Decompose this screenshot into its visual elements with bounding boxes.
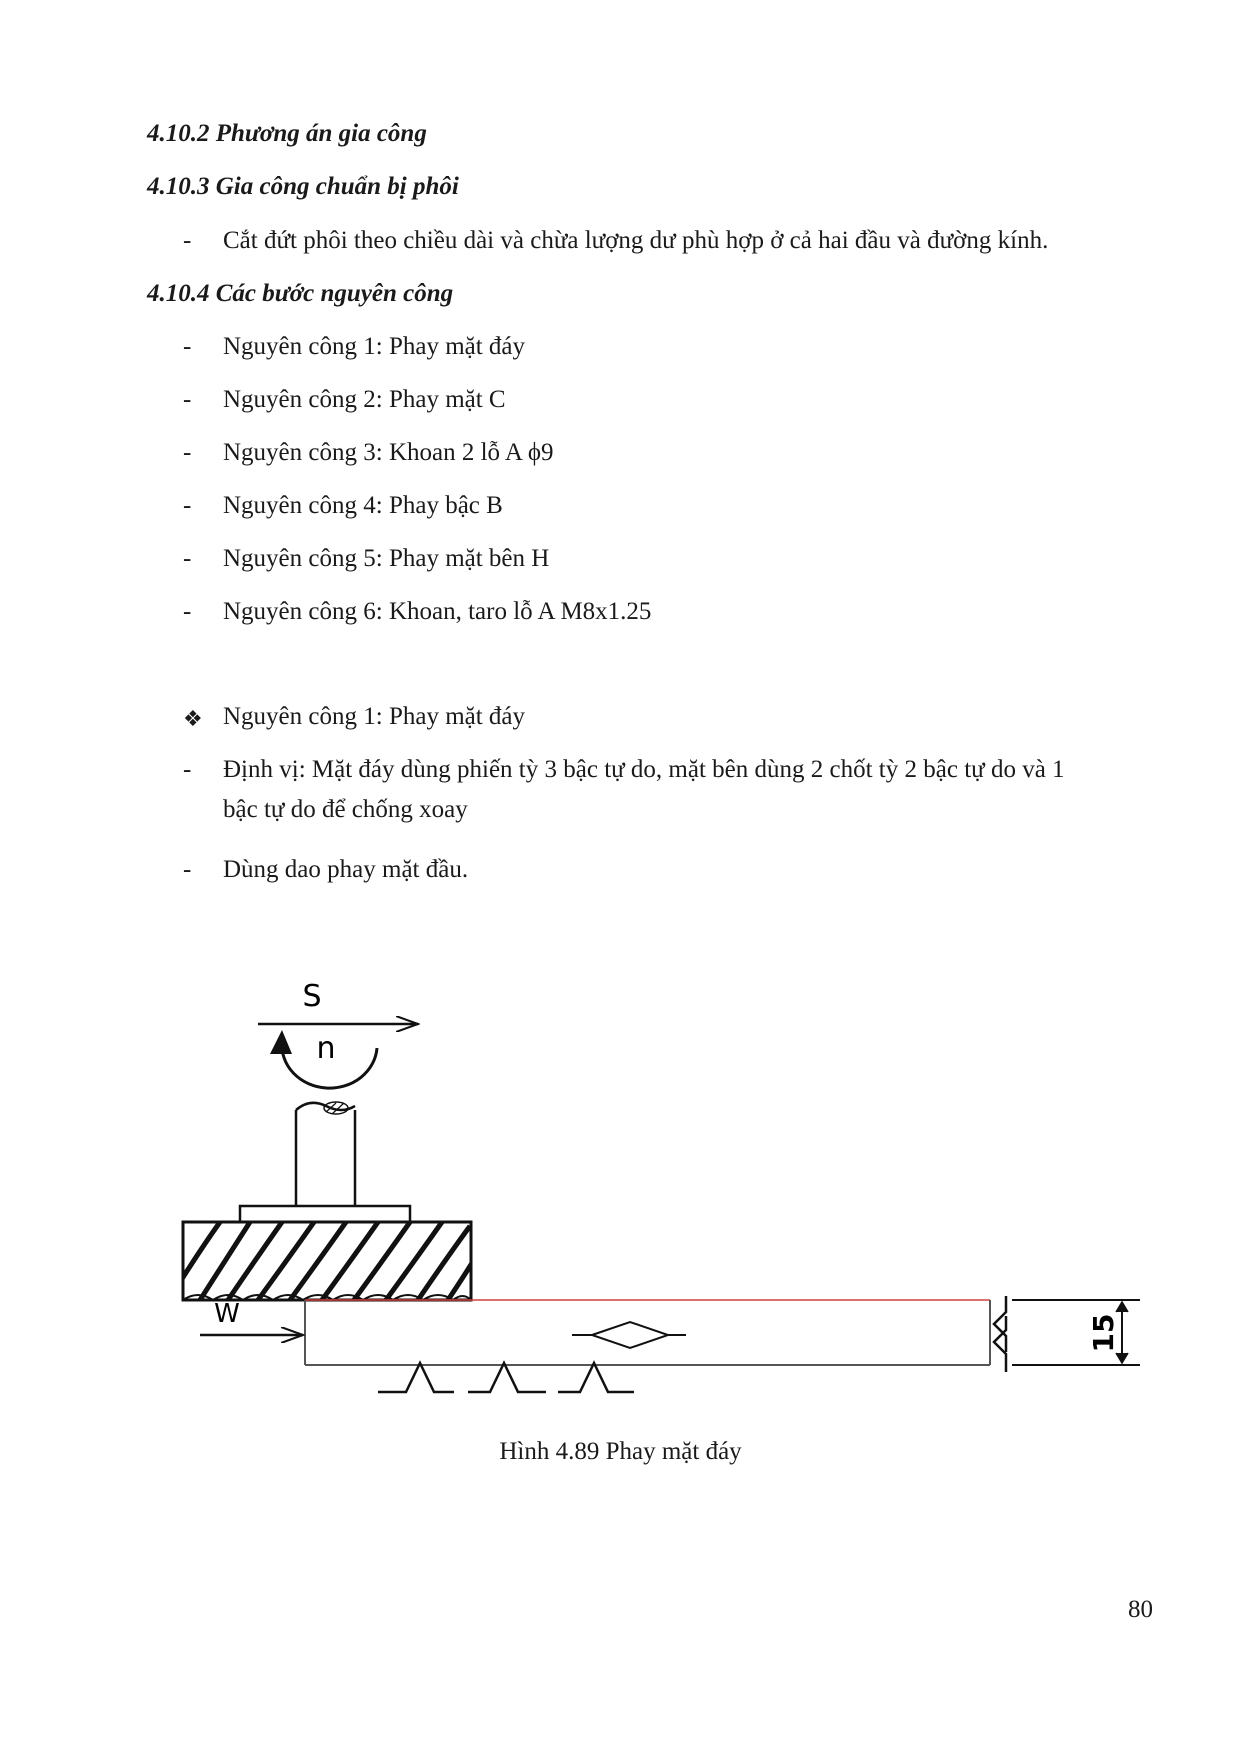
side-locator-symbols	[994, 1296, 1006, 1372]
bottom-locator-symbols	[378, 1363, 634, 1392]
list-item-text: Nguyên công 5: Phay mặt bên H	[223, 545, 550, 572]
label-n: n	[316, 1031, 336, 1066]
list-item-text: Nguyên công 6: Khoan, taro lỗ A M8x1.25	[223, 598, 652, 625]
locating-paragraph	[223, 750, 1168, 830]
operation-title: Nguyên công 1: Phay mặt đáy	[223, 703, 526, 730]
face-mill-cutter	[175, 1222, 480, 1300]
label-w: W	[214, 1299, 240, 1329]
heading-4-10-3: 4.10.3 Gia công chuẩn bị phôi	[147, 173, 459, 200]
locating-line-1: Định vị: Mặt đáy dùng phiến tỳ 3 bậc tự do, mặt bên dùng 2 chốt tỳ 2 bậc tự do và 1	[223, 756, 1065, 783]
dimension-15	[1012, 1300, 1140, 1365]
dimension-15-label: 15	[1087, 1313, 1120, 1353]
list-dash: -	[183, 545, 192, 572]
heading-4-10-4: 4.10.4 Các bước nguyên công	[147, 280, 454, 307]
cutter-flange	[240, 1206, 410, 1222]
list-dash: -	[183, 227, 192, 254]
list-item-text: Nguyên công 2: Phay mặt C	[223, 386, 506, 413]
machined-surface-symbol	[572, 1322, 686, 1348]
diamond-bullet-icon: ❖	[183, 706, 203, 731]
workpiece	[305, 1300, 990, 1365]
label-s: S	[302, 979, 322, 1014]
list-item-text: Nguyên công 4: Phay bậc B	[223, 492, 503, 519]
list-dash: -	[183, 856, 192, 883]
tool-text: Dùng dao phay mặt đầu.	[223, 856, 469, 883]
list-dash: -	[183, 439, 192, 466]
list-dash: -	[183, 598, 192, 625]
heading-4-10-2: 4.10.2 Phương án gia công	[147, 120, 427, 147]
list-dash: -	[183, 492, 192, 519]
spindle-shaft	[296, 1102, 355, 1206]
list-dash: -	[183, 333, 192, 360]
figure-caption: Hình 4.89 Phay mặt đáy	[499, 1438, 742, 1465]
list-item-text: Nguyên công 1: Phay mặt đáy	[223, 333, 526, 360]
page-number: 80	[1128, 1596, 1153, 1623]
list-item-text: Cắt đứt phôi theo chiều dài và chừa lượng dư phù hợp ở cả hai đầu và đường kính.	[223, 227, 1049, 254]
milling-diagram	[0, 960, 1241, 1420]
list-dash: -	[183, 756, 192, 783]
list-dash: -	[183, 386, 192, 413]
locating-line-2: bậc tự do để chống xoay	[223, 796, 468, 823]
list-item-text: Nguyên công 3: Khoan 2 lỗ A ϕ9	[223, 439, 554, 466]
